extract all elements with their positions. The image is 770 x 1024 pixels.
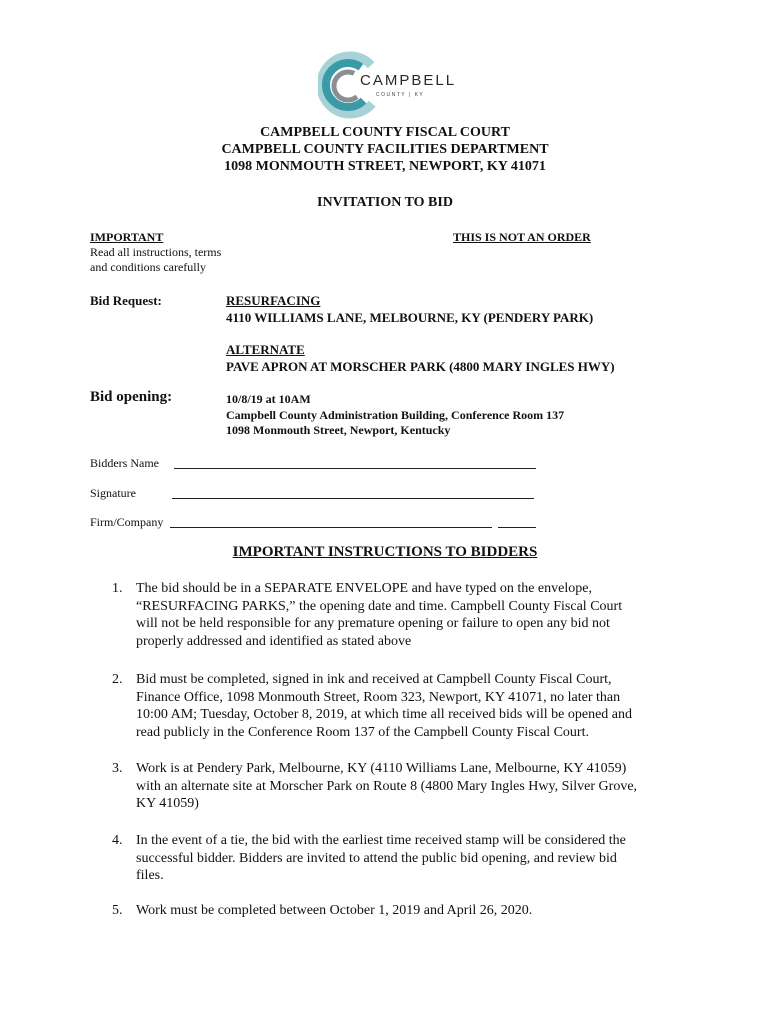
campbell-county-logo — [318, 50, 458, 120]
instruction-line: 10:00 AM; Tuesday, October 8, 2019, at which time all received bids will be opened and — [136, 707, 633, 722]
instruction-line: with an alternate site at Morscher Park on Route 8 (4800 Mary Ingles Hwy, Silver Grove, — [136, 778, 638, 794]
instruction-line: files. — [136, 868, 164, 883]
firm-company-label: Firm/Company — [90, 515, 164, 529]
instruction-line: KY 41059) — [136, 796, 199, 811]
instruction-number: 5. — [112, 903, 123, 918]
bid-opening-place: Campbell County Administration Building, Conference Room 137 — [226, 408, 565, 422]
instruction-line: will not be held responsible for any premature opening or failure to open any bid not — [136, 616, 610, 631]
bidders-name-field[interactable] — [174, 458, 536, 469]
instruction-line: Bid must be completed, signed in ink and received at Campbell County Fiscal Court, — [136, 672, 612, 687]
bid-opening-address: 1098 Monmouth Street, Newport, Kentucky — [226, 423, 451, 437]
instruction-number: 1. — [112, 581, 123, 596]
instruction-line: properly addressed and identified as stated above — [136, 633, 412, 649]
bid-request-heading: RESURFACING — [226, 293, 321, 308]
bidders-name-label: Bidders Name — [90, 456, 159, 470]
bid-request-location: 4110 WILLIAMS LANE, MELBOURNE, KY (PENDERY PARK) — [226, 310, 594, 325]
instruction-line: “RESURFACING PARKS,” the opening date and time. Campbell County Fiscal Court — [136, 598, 623, 614]
signature-label: Signature — [90, 486, 136, 500]
logo-subtitle: COUNTY | KY — [376, 92, 425, 98]
not-an-order-label: THIS IS NOT AN ORDER — [453, 230, 591, 244]
bid-request-label: Bid Request: — [90, 293, 162, 308]
logo-name: CAMPBELL — [360, 72, 457, 89]
important-text-1: Read all instructions, terms — [90, 245, 222, 259]
important-text-2: and conditions carefully — [90, 260, 206, 274]
instruction-line: In the event of a tie, the bid with the earliest time received stamp will be considered the — [136, 833, 626, 848]
signature-field[interactable] — [172, 488, 534, 499]
firm-company-extra-field[interactable] — [498, 517, 536, 528]
alternate-heading: ALTERNATE — [226, 342, 305, 357]
instruction-line: Work is at Pendery Park, Melbourne, KY (4110 Williams Lane, Melbourne, KY 41059) — [136, 761, 627, 776]
instruction-line: successful bidder. Bidders are invited to attend the public bid opening, and review bid — [136, 850, 617, 866]
instruction-line: Finance Office, 1098 Monmouth Street, Room 323, Newport, KY 41071, no later than — [136, 689, 621, 705]
important-label: IMPORTANT — [90, 230, 164, 244]
bid-opening-label: Bid opening: — [90, 389, 173, 405]
instruction-number: 3. — [112, 761, 123, 776]
instruction-line: The bid should be in a SEPARATE ENVELOPE and have typed on the envelope, — [136, 581, 592, 596]
instruction-line: read publicly in the Conference Room 137 of the Campbell County Fiscal Court. — [136, 724, 589, 740]
alternate-location: PAVE APRON AT MORSCHER PARK (4800 MARY INGLES HWY) — [226, 359, 615, 374]
header-line-1: CAMPBELL COUNTY FISCAL COURT — [260, 125, 510, 140]
instruction-line: Work must be completed between October 1, 2019 and April 26, 2020. — [136, 903, 533, 918]
instruction-number: 2. — [112, 672, 123, 687]
instructions-title: IMPORTANT INSTRUCTIONS TO BIDDERS — [232, 544, 538, 560]
firm-company-field[interactable] — [170, 517, 492, 528]
document-title: INVITATION TO BID — [317, 195, 453, 210]
instruction-number: 4. — [112, 833, 123, 848]
bid-opening-date: 10/8/19 at 10AM — [226, 392, 311, 406]
header-line-2: CAMPBELL COUNTY FACILITIES DEPARTMENT — [221, 142, 549, 157]
header-address: 1098 MONMOUTH STREET, NEWPORT, KY 41071 — [224, 159, 546, 174]
